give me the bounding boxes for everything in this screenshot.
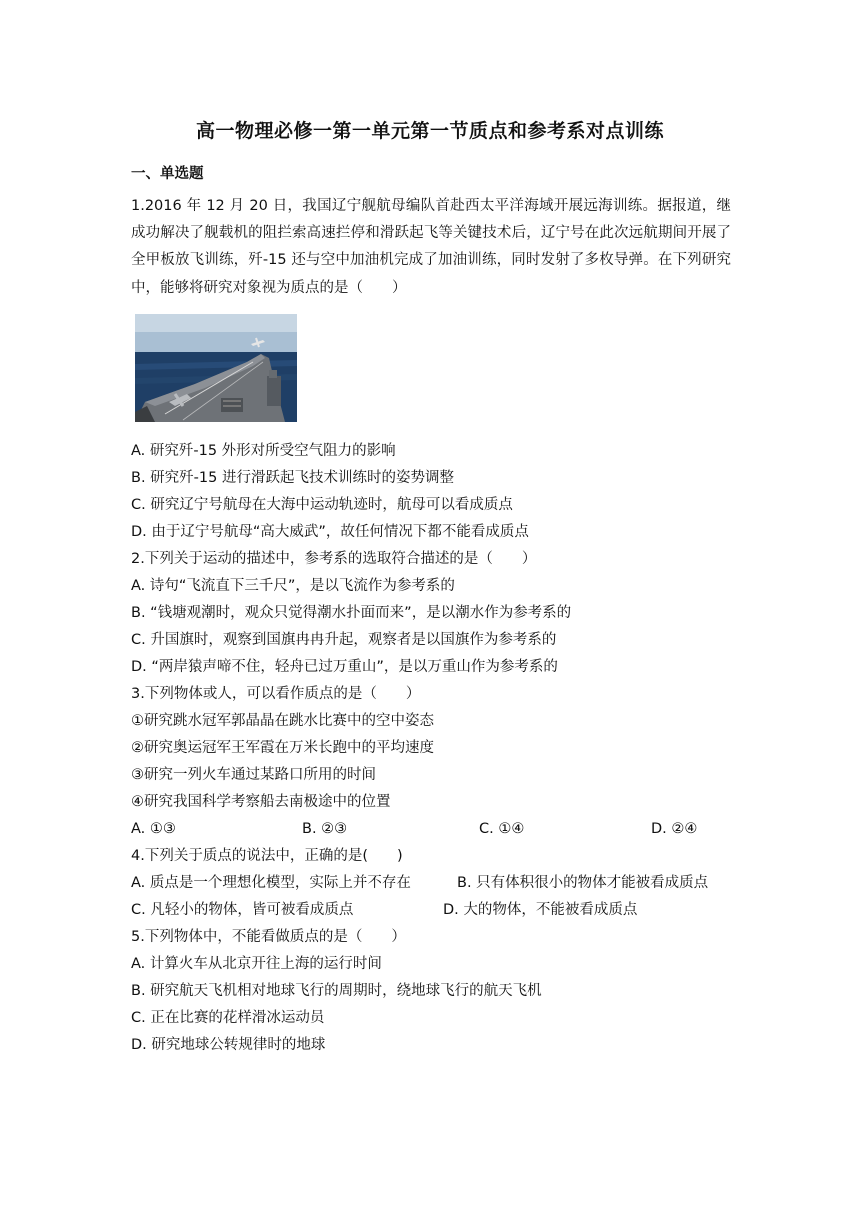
q3-option-d: D. ②④ [651, 821, 698, 837]
q1-option-c: C. 研究辽宁号航母在大海中运动轨迹时，航母可以看成质点 [131, 497, 513, 513]
q4-option-c: C. 凡轻小的物体，皆可被看成质点 [131, 902, 354, 918]
q3-item-2: ②研究奥运冠军王军霞在万米长跑中的平均速度 [131, 740, 434, 756]
q3-item-1: ①研究跳水冠军郭晶晶在跳水比赛中的空中姿态 [131, 713, 434, 729]
q3-option-a: A. ①③ [131, 821, 176, 837]
q2-stem: 2.下列关于运动的描述中，参考系的选取符合描述的是（ ） [131, 551, 537, 567]
q4-option-a: A. 质点是一个理想化模型，实际上并不存在 [131, 875, 411, 891]
q3-option-c: C. ①④ [479, 821, 525, 837]
q2-option-a: A. 诗句“飞流直下三千尺”，是以飞流作为参考系的 [131, 578, 455, 594]
aircraft-carrier-illustration [135, 314, 297, 422]
q5-option-b: B. 研究航天飞机相对地球飞行的周期时，绕地球飞行的航天飞机 [131, 983, 542, 999]
section-heading: 一、单选题 [131, 166, 204, 182]
q2-option-b: B. “钱塘观潮时，观众只觉得潮水扑面而来”，是以潮水作为参考系的 [131, 605, 572, 621]
q4-option-b: B. 只有体积很小的物体才能被看成质点 [457, 875, 709, 891]
q1-stem: 1.2016 年 12 月 20 日，我国辽宁舰航母编队首赴西太平洋海域开展远海训练。据报道，继成功解决了舰载机的阻拦索高速拦停和滑跃起飞等关键技术后，辽宁号在此次远航期间开展了全甲板放飞训练，歼-15 还与空中加油机完成了加油训练，同时发射了多枚导弹。在下列研究中，能够将研究对象视为质点的是（ ） [131, 198, 731, 296]
q2-option-d: D. “两岸猿声啼不住，轻舟已过万重山”，是以万重山作为参考系的 [131, 659, 558, 675]
aircraft-carrier-photo [135, 314, 297, 422]
q2-option-c: C. 升国旗时，观察到国旗冉冉升起，观察者是以国旗作为参考系的 [131, 632, 557, 648]
q5-option-d: D. 研究地球公转规律时的地球 [131, 1037, 326, 1053]
q1-option-d: D. 由于辽宁号航母“高大威武”，故任何情况下都不能看成质点 [131, 524, 529, 540]
q3-option-b: B. ②③ [302, 821, 348, 837]
q4-option-d: D. 大的物体，不能被看成质点 [443, 902, 638, 918]
q1-option-a: A. 研究歼-15 外形对所受空气阻力的影响 [131, 443, 396, 459]
q3-stem: 3.下列物体或人，可以看作质点的是（ ） [131, 686, 421, 702]
q5-stem: 5.下列物体中，不能看做质点的是（ ） [131, 929, 406, 945]
q1-option-b: B. 研究歼-15 进行滑跃起飞技术训练时的姿势调整 [131, 470, 454, 486]
q5-option-a: A. 计算火车从北京开往上海的运行时间 [131, 956, 382, 972]
q5-option-c: C. 正在比赛的花样滑冰运动员 [131, 1010, 325, 1026]
q4-stem: 4.下列关于质点的说法中，正确的是( ) [131, 848, 403, 864]
q3-item-3: ③研究一列火车通过某路口所用的时间 [131, 767, 376, 783]
q3-item-4: ④研究我国科学考察船去南极途中的位置 [131, 794, 391, 810]
page-title: 高一物理必修一第一单元第一节质点和参考系对点训练 [195, 120, 664, 142]
